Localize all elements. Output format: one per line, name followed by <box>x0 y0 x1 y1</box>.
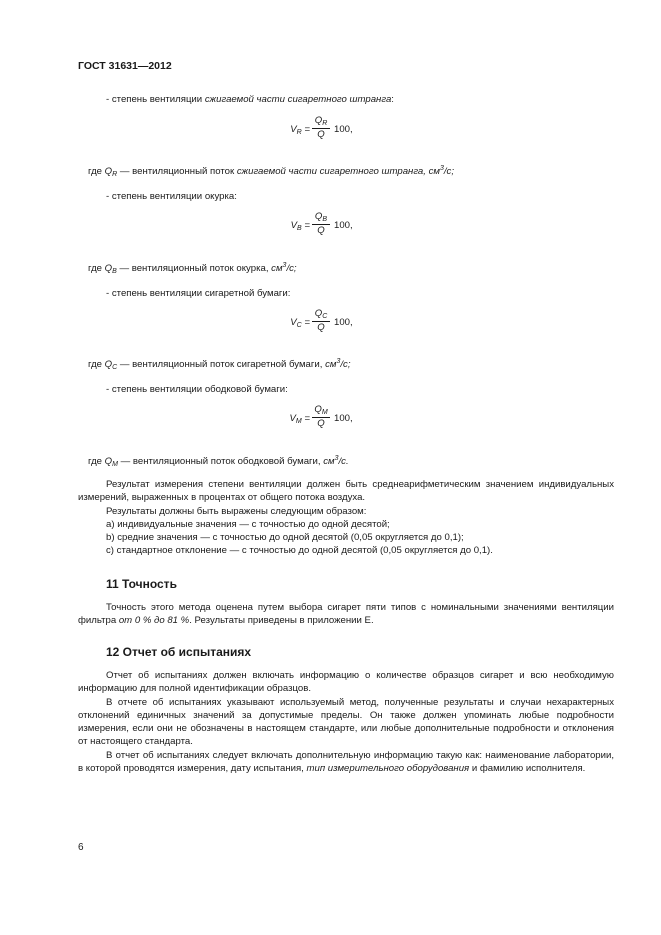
page-number: 6 <box>78 842 84 853</box>
results-item-a: а) индивидуальные значения — с точностью до одной десятой; <box>106 518 390 530</box>
formula-intro: - степень вентиляции сжигаемой части сигаретного штранга: <box>106 94 394 105</box>
section-11-text: Точность этого метода оценена путем выбора сигарет пяти типов с номинальными значениями вентиляции фильтра от 0 % до 81 %. Результаты приведены в приложении Е. <box>78 602 614 627</box>
doc-header: ГОСТ 31631—2012 <box>78 60 172 72</box>
document-page: ГОСТ 31631—2012 - степень вентиляции сжигаемой части сигаретного штранга: $V_R$ = $Q_R$ Q 100, где $Q_R$ — вентиляционный поток сжигаемой части сигаретного штранга, $см^3/с$; - степень вентиляции окурка: $V_B$ = $Q_B$ Q 100, где $Q_B$ — вентиляционный поток окурка, $см^3/с$; - степень вентиляции сигаретной бумаги: $V_C$ = $Q_C$ Q 100, где $Q_C$ — вентиляционный поток сигаретной бумаги, $см^3/с$; - степень вентиляции ободковой бумаги: $V_M$ = $Q_M$ Q 100, где $Q_M$ — вентиляционный поток ободковой бумаги, $см^3/с$. Результат измерения степени вентиляции должен быть среднеарифметическим значением индивидуальных измерений, выраженных в процентах от общего потока воздуха. Результаты должны быть выражены следующим образом: а) индивидуальные значения — с точностью до одной десятой; b) средние значения — с точностью до одной десятой (0,05 округляется до 0,1); с) стандартное отклонение — с точностью до одной десятой (0,05 округляется до 0,1). 11 Точность Точность этого метода оценена путем выбора сигарет пяти типов с номинальными значениями вентиляции фильтра от 0 % до 81 %. Результаты приведены в приложении Е. 12 Отчет об испытаниях Отчет об испытаниях должен включать информацию о количестве образцов сигарет и всю необходимую информацию для полной идентификации образцов. В отчете об испытаниях указывают используемый метод, полученные результаты и случаи нехарактерных отклонений единичных значений за допустимые пределы. Он также должен упоминать любые подробности измерения, если они не обозначены в настоящем стандарте, или любые дополнительные подробности и отклонения от настоящего стандарта. В отчет об испытаниях следует включать дополнительную информацию такую как: наименование лаборатории, в которой проводятся измерения, дату испытания, тип измерительного оборудования и фамилию исполнителя. 6 <box>78 60 614 853</box>
results-block <box>78 478 614 558</box>
results-item-c: с) стандартное отклонение — с точностью до одной десятой (0,05 округляется до 0,1). <box>106 545 493 557</box>
results-format-intro: Результаты должны быть выражены следующим образом: <box>106 505 367 517</box>
section-12-paragraph: В отчет об испытаниях следует включать дополнительную информацию такую как: наименование лаборатории, в которой проводятся измерения, дату испытания, тип измерительного оборудования и фамилию исполнителя. <box>78 749 614 775</box>
section-12-paragraph: Отчет об испытаниях должен включать информацию о количестве образцов сигарет и всю необходимую информацию для полной идентификации образцов. <box>78 670 614 695</box>
formula-where: где $Q_C$ — вентиляционный поток сигаретной бумаги, $см^3/с$; <box>88 358 351 371</box>
formula-where: где $Q_R$ — вентиляционный поток сжигаемой части сигаретного штранга, $см^3/с$; <box>88 165 455 178</box>
formula-where: где $Q_M$ — вентиляционный поток ободковой бумаги, $см^3/с$. <box>88 455 349 468</box>
section-12-text <box>78 669 614 775</box>
section-12-paragraph: В отчете об испытаниях указывают используемый метод, полученные результаты и случаи нехарактерных отклонений единичных значений за допустимые пределы. Он также должен упоминать любые подробности измерения, если они не обозначены в настоящем стандарте, или любые дополнительные подробности и отклонения от настоящего стандарта. <box>78 696 614 748</box>
results-paragraph: Результат измерения степени вентиляции должен быть среднеарифметическим значением индивидуальных измерений, выраженных в процентах от общего потока воздуха. <box>78 479 614 504</box>
formula-intro: - степень вентиляции сигаретной бумаги: <box>106 288 291 299</box>
section-11-title: 11 Точность <box>106 577 177 591</box>
formula-intro: - степень вентиляции окурка: <box>106 191 237 202</box>
formula-intro: - степень вентиляции ободковой бумаги: <box>106 384 288 395</box>
results-item-b: b) средние значения — с точностью до одной десятой (0,05 округляется до 0,1); <box>106 532 464 544</box>
formula-where: где $Q_B$ — вентиляционный поток окурка, $см^3/с$; <box>88 262 297 275</box>
section-12-title: 12 Отчет об испытаниях <box>106 645 252 659</box>
